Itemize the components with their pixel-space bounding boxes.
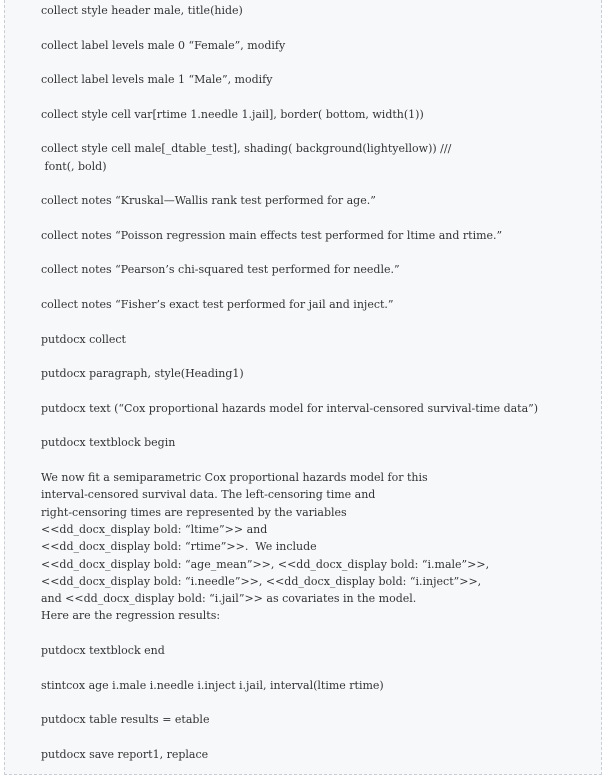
code-line: and <<dd_docx_display bold: “i.jail”>> as covariates in the model. xyxy=(41,592,417,606)
code-line: putdocx textblock end xyxy=(41,643,165,657)
code-line: collect style header male, title(hide) xyxy=(41,4,243,17)
code-line: <<dd_docx_display bold: “i.needle”>>, <<dd_docx_display bold: “i.inject”>>, xyxy=(41,574,482,588)
blank-line xyxy=(41,19,597,36)
code-block xyxy=(4,0,602,775)
code-line: <<dd_docx_display bold: “ltime”>> and xyxy=(41,522,268,536)
code-line: font(, bold) xyxy=(41,159,107,173)
blank-line xyxy=(41,175,597,192)
code-line: collect label levels male 0 “Female”, modify xyxy=(41,38,286,52)
blank-line xyxy=(41,210,597,227)
blank-line xyxy=(41,452,597,469)
blank-line xyxy=(41,625,597,642)
code-line: putdocx table results = etable xyxy=(41,713,210,727)
blank-line xyxy=(41,123,597,140)
code-line: putdocx text (“Cox proportional hazards model for interval-censored survival-time data”) xyxy=(41,401,539,415)
blank-line xyxy=(41,244,597,261)
blank-line xyxy=(41,88,597,105)
code-line: <<dd_docx_display bold: “age_mean”>>, <<dd_docx_display bold: “i.male”>>, xyxy=(41,557,490,571)
code-line: collect notes “Kruskal—Wallis rank test performed for age.” xyxy=(41,194,376,208)
blank-line xyxy=(41,348,597,365)
code-line: putdocx paragraph, style(Heading1) xyxy=(41,367,244,381)
blank-line xyxy=(41,659,597,676)
blank-line xyxy=(41,728,597,745)
blank-line xyxy=(41,279,597,296)
blank-line xyxy=(41,417,597,434)
blank-line xyxy=(41,694,597,711)
code-line: collect style cell var[rtime 1.needle 1.jail], border( bottom, width(1)) xyxy=(41,107,424,121)
code-line: collect label levels male 1 “Male”, modify xyxy=(41,73,273,87)
code-line: collect notes “Fisher’s exact test performed for jail and inject.” xyxy=(41,298,394,312)
blank-line xyxy=(41,313,597,330)
code-line: We now fit a semiparametric Cox proportional hazards model for this xyxy=(41,471,428,485)
code-line: Here are the regression results: xyxy=(41,609,221,623)
code-line: right-censoring times are represented by the variables xyxy=(41,505,347,519)
blank-line xyxy=(41,54,597,71)
code-line: collect notes “Pearson’s chi-squared test performed for needle.” xyxy=(41,263,400,277)
code-line: <<dd_docx_display bold: “rtime”>>. We include xyxy=(41,540,317,554)
code-line: putdocx save report1, replace xyxy=(41,747,209,761)
code-line: interval-censored survival data. The left-censoring time and xyxy=(41,488,376,502)
blank-line xyxy=(41,383,597,400)
code-line: putdocx collect xyxy=(41,332,126,346)
code-text xyxy=(41,2,597,763)
code-line: collect style cell male[_dtable_test], shading( background(lightyellow)) /// xyxy=(41,142,452,156)
code-line: collect notes “Poisson regression main effects test performed for ltime and rtime.” xyxy=(41,228,503,242)
code-line: putdocx textblock begin xyxy=(41,436,176,450)
code-line: stintcox age i.male i.needle i.inject i.jail, interval(ltime rtime) xyxy=(41,678,384,692)
